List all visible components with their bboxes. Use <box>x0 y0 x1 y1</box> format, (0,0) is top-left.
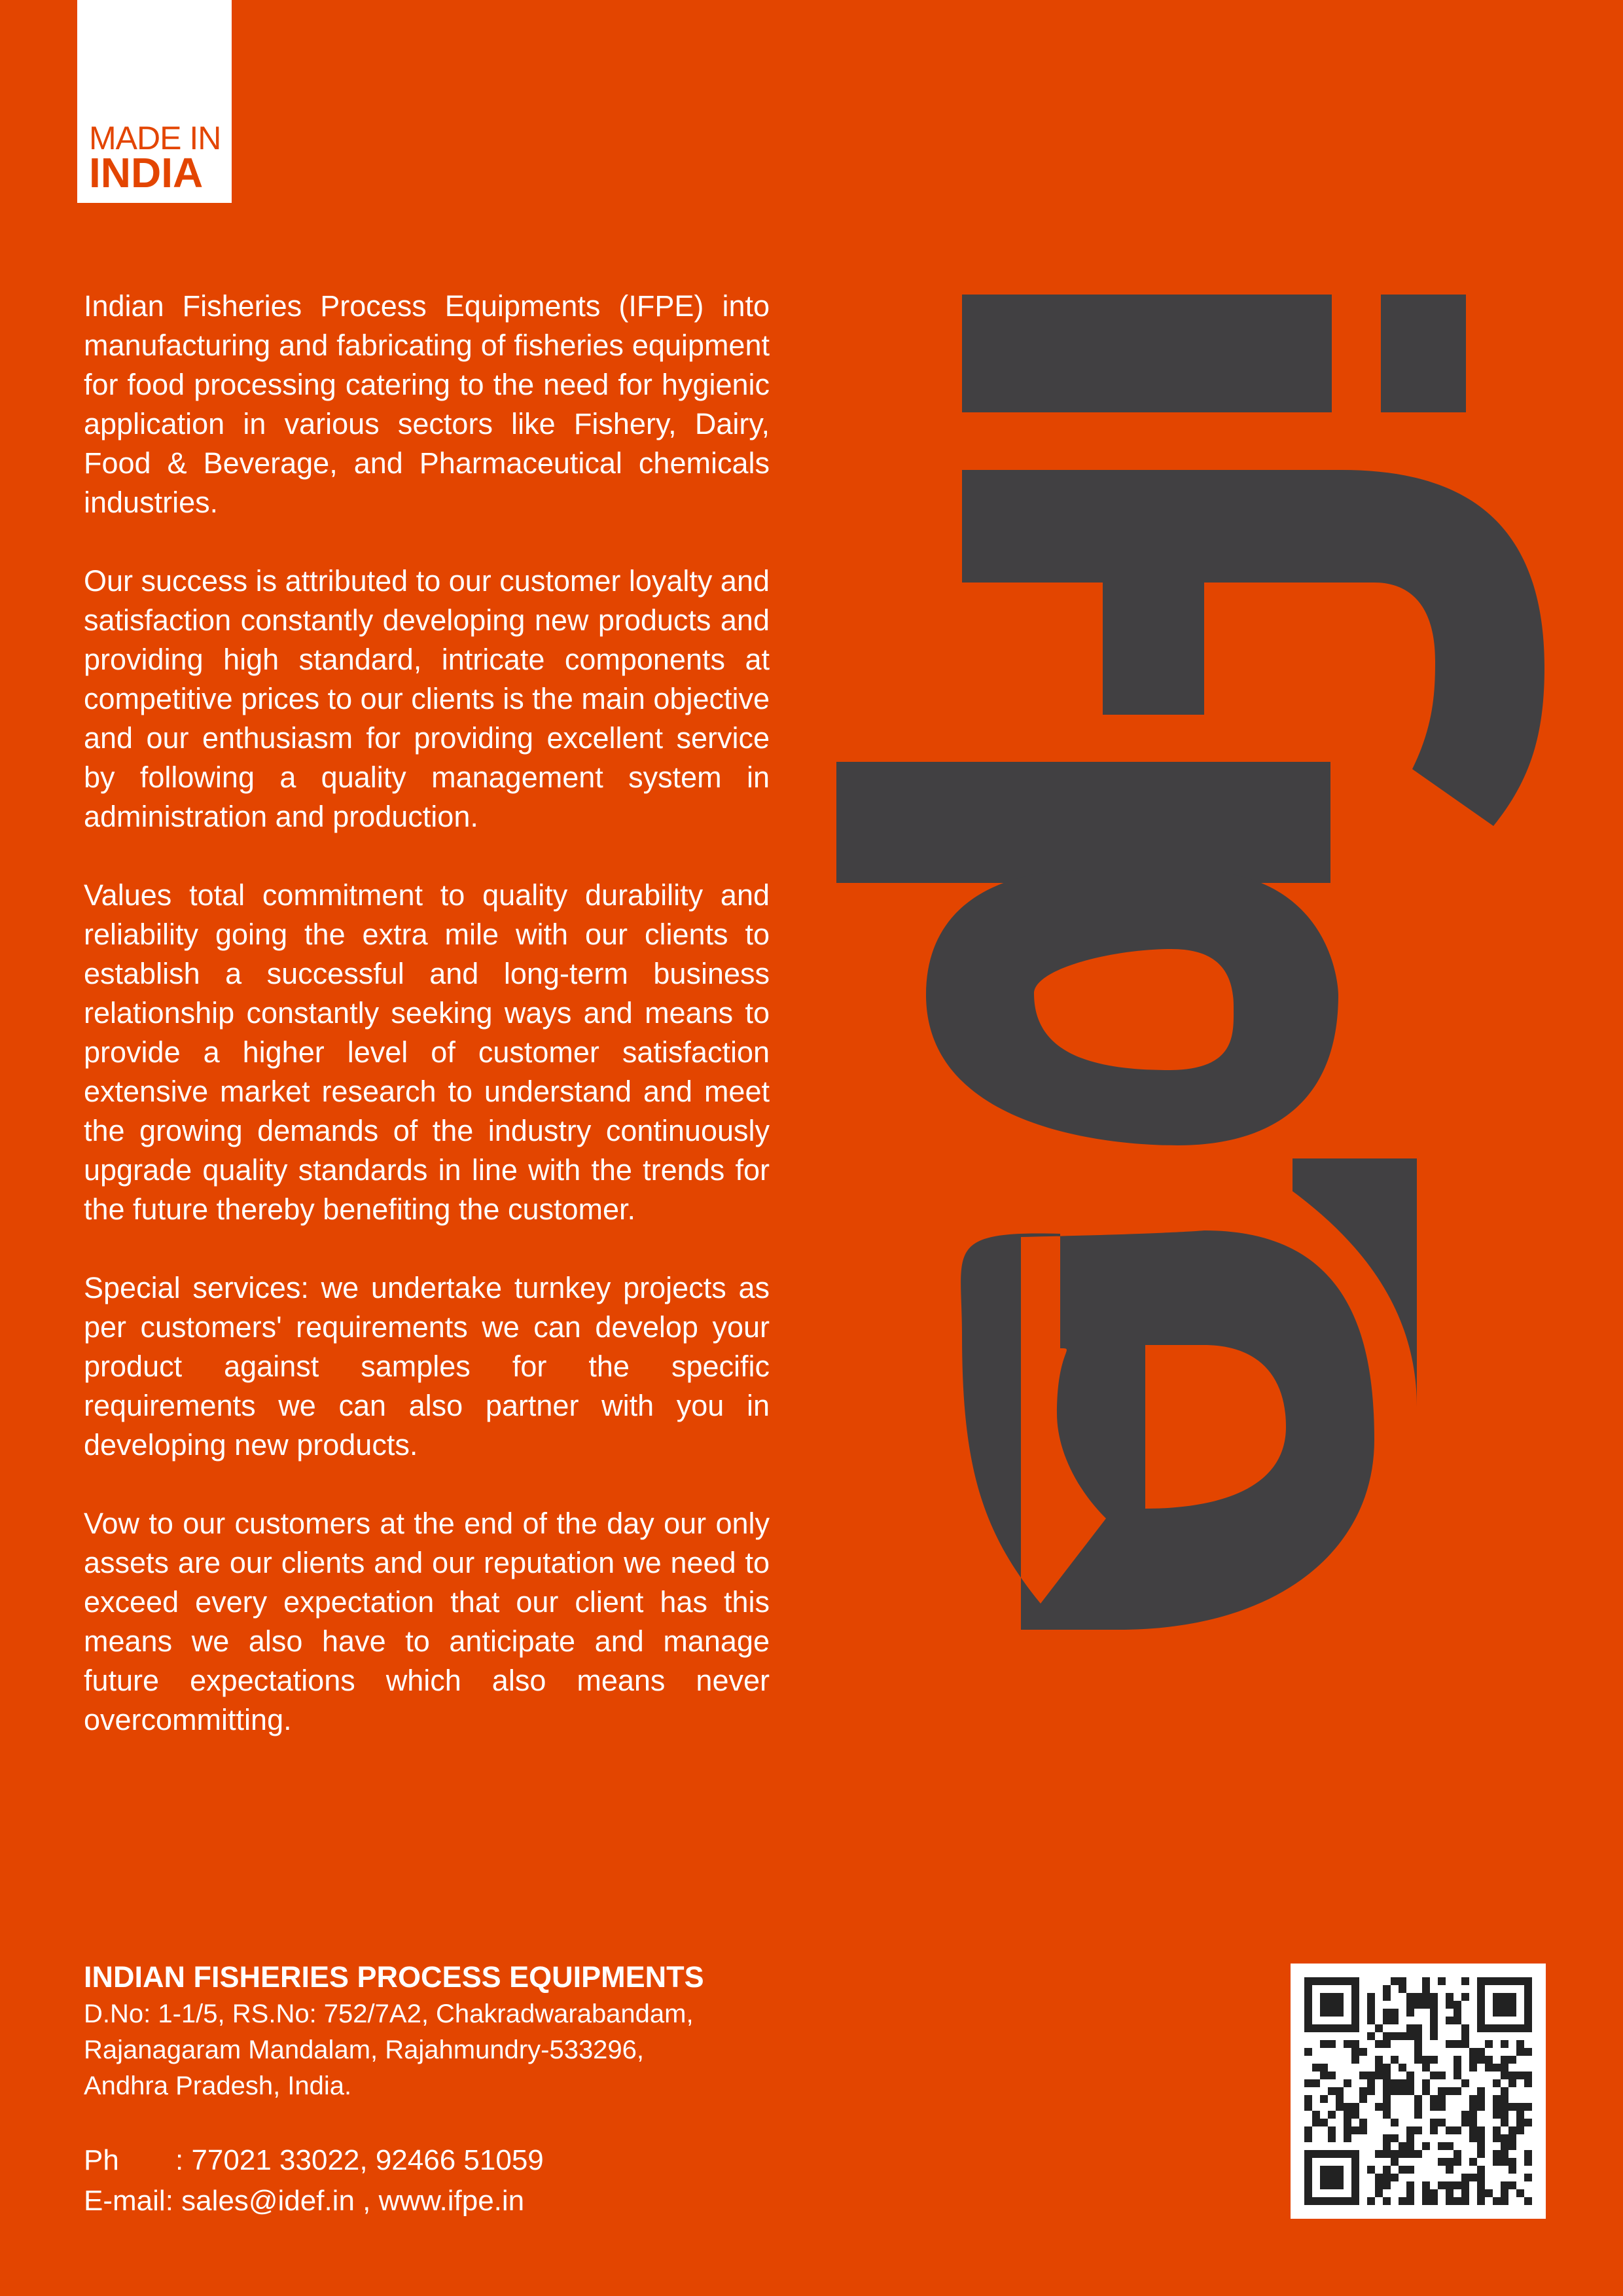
made-in-india-badge <box>77 0 232 203</box>
paragraph-success: Our success is attributed to our customer loyalty and satisfaction constantly developing new products and providing high standard, intricate components at competitive prices to our clients is the main objective and our enthusiasm for providing excellent service by following a quality management system in administration and production. <box>84 564 770 833</box>
about-text <box>84 287 770 1779</box>
contact-footer <box>84 1958 804 2221</box>
company-name: INDIAN FISHERIES PROCESS EQUIPMENTS <box>84 1960 704 1994</box>
phone-row <box>84 2140 804 2181</box>
phone-numbers: : 77021 33022, 92466 51059 <box>175 2144 544 2176</box>
paragraph-special-services: Special services: we undertake turnkey projects as per customers' requirements we can develop your product against samples for the specific requirements we can also partner with you in developing new products. <box>84 1271 770 1462</box>
paragraph-vow: Vow to our customers at the end of the day our only assets are our clients and our reputation we need to exceed every expectation that our client has this means we also have to anticipate and manage future expectations which also means never overcommitting. <box>84 1507 770 1736</box>
phone-label: Ph <box>84 2144 119 2176</box>
address-line: Rajanagaram Mandalam, Rajahmundry-533296, <box>84 2036 645 2064</box>
qr-code-image <box>1291 1964 1546 2219</box>
email-row <box>84 2181 804 2221</box>
ifpe-wordmark-logo <box>805 275 1590 1649</box>
paragraph-intro: Indian Fisheries Process Equipments (IFPE) into manufacturing and fabricating of fisheries equipment for food processing catering to the need for hygienic application in various sectors like Fishery, Dairy, Food & Beverage, and Pharmaceutical chemicals industries. <box>84 289 770 519</box>
contact-info <box>84 2140 804 2221</box>
email-website: : sales@idef.in , www.ifpe.in <box>165 2185 525 2217</box>
address-line: D.No: 1-1/5, RS.No: 752/7A2, Chakradwarabandam, <box>84 2000 694 2028</box>
badge-line-2: INDIA <box>89 149 204 196</box>
badge-line-1: MADE IN <box>89 120 221 156</box>
qr-code <box>1291 1964 1546 2219</box>
address-line: Andhra Pradesh, India. <box>84 2072 352 2100</box>
email-label: E-mail <box>84 2185 166 2217</box>
paragraph-values: Values total commitment to quality durability and reliability going the extra mile with our clients to establish a successful and long-term business relationship constantly seeking ways and means to provide a higher level of customer satisfaction extensive market research to understand and meet the growing demands of the industry continuously upgrade quality standards in line with the trends for the future thereby benefiting the customer. <box>84 878 770 1226</box>
